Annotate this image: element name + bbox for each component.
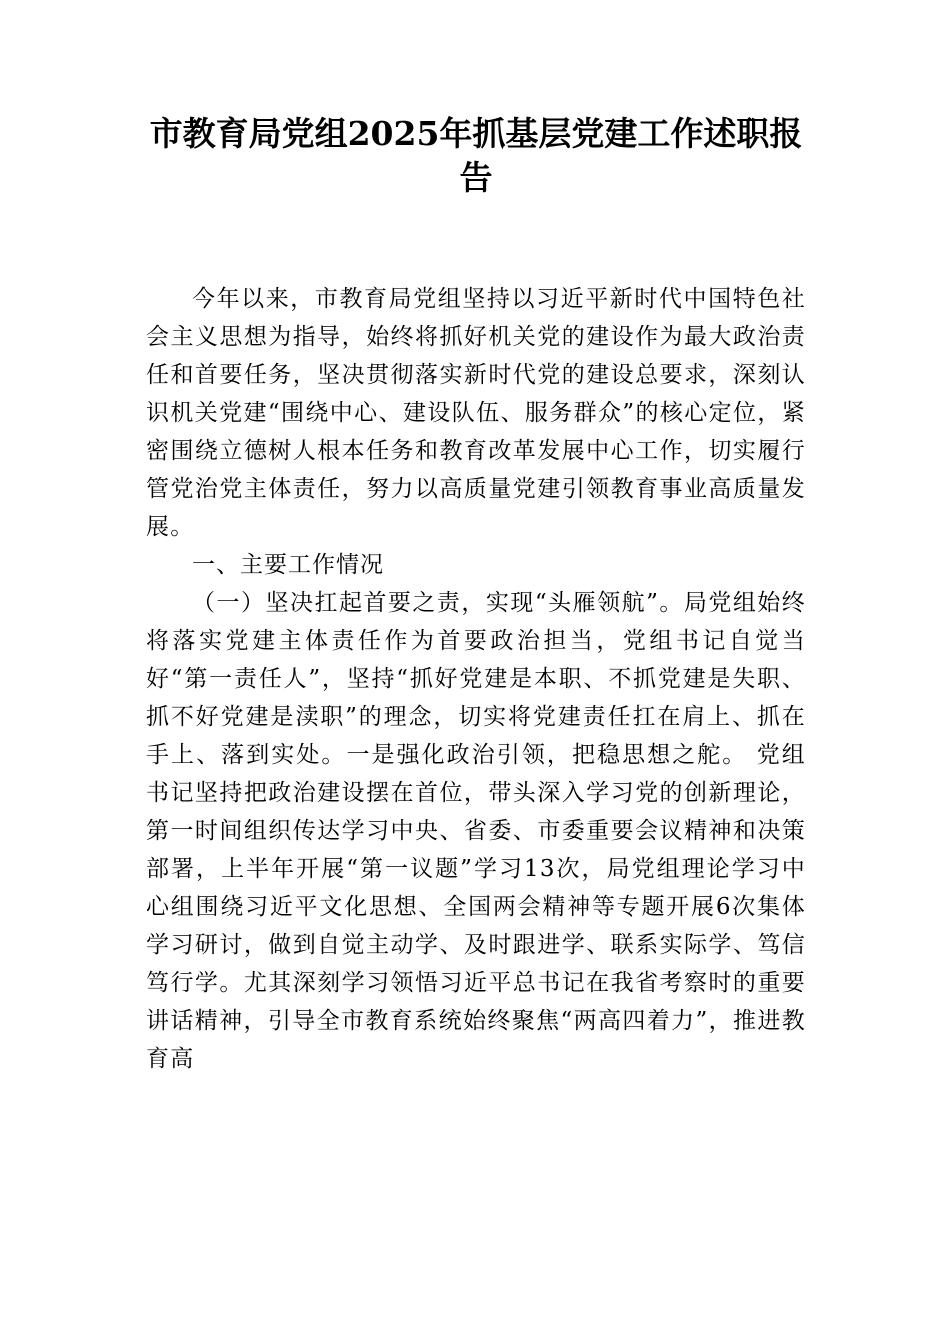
document-title: 市教育局党组2025年抓基层党建工作述职报告 — [149, 114, 803, 197]
intro-paragraph: 今年以来，市教育局党组坚持以习近平新时代中国特色社会主义思想为指导，始终将抓好机关党的建设作为最大政治责任和首要任务，坚决贯彻落实新时代党的建设总要求，深刻认识机关党建“围绕中心、建设队伍、服务群众”的核心定位，紧密围绕立德树人根本任务和教育改革发展中心工作，切实履行管党治党主体责任，努力以高质量党建引领教育事业高质量发展。 — [146, 286, 806, 540]
document-body — [146, 280, 806, 1078]
document-page — [146, 112, 806, 1078]
section-paragraph: （一）坚决扛起首要之责，实现“头雁领航”。局党组始终将落实党建主体责任作为首要政治担当，党组书记自觉当好“第一责任人”，坚持“抓好党建是本职、不抓党建是失职、抓不好党建是渎职”的理念，切实将党建责任扛在肩上、抓在手上、落到实处。一是强化政治引领，把稳思想之舵。 党组书记坚持把政治建设摆在首位，带头深入学习党的创新理论，第一时间组织传达学习中央、省委、市委重要会议精神和决策部署，上半年开展“第一议题”学习13次，局党组理论学习中心组围绕习近平文化思想、全国两会精神等专题开展6次集体学习研讨，做到自觉主动学、及时跟进学、联系实际学、笃信笃行学。尤其深刻学习领悟习近平总书记在我省考察时的重要讲话精神，引导全市教育系统始终聚焦“两高四着力”，推进教育高 — [146, 590, 806, 1072]
section-heading: 一、主要工作情况 — [192, 552, 384, 578]
